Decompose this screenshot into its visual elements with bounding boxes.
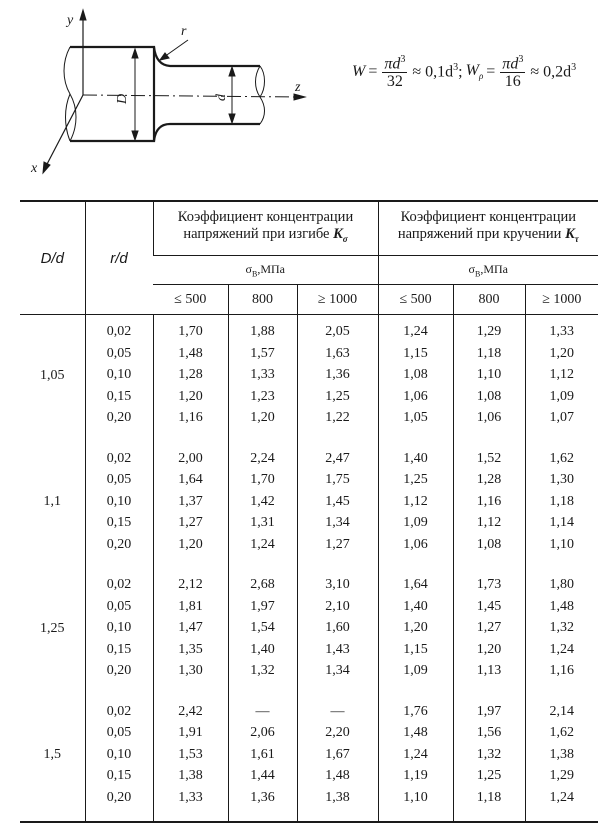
section-modulus-formula (352, 52, 600, 102)
r-d-value: 0,20 (106, 410, 132, 425)
coefficient-value: 1,06 (476, 410, 502, 425)
coefficient-value: 1,16 (549, 663, 575, 678)
coefficient-value: 1,28 (178, 367, 203, 382)
formula-equals-2: = (486, 62, 496, 80)
coefficient-value: 1,43 (325, 641, 350, 657)
exponent: 3 (400, 54, 406, 65)
coefficient-value: 2,10 (325, 598, 350, 614)
coefficient-value: 1,64 (403, 577, 428, 592)
coefficient-value: 2,06 (250, 725, 275, 740)
approx-1 (412, 62, 462, 81)
coefficient-value: 1,24 (403, 746, 428, 762)
coefficient-value: 3,10 (325, 577, 350, 592)
K-subscript: τ (574, 233, 579, 244)
table-body (20, 315, 598, 823)
coefficient-value: 2,05 (325, 324, 350, 339)
coefficient-value: 1,37 (178, 493, 203, 509)
table-row-group (20, 315, 598, 442)
r-d-value: 0,10 (106, 493, 132, 509)
r-d-value: 0,20 (106, 663, 132, 678)
coefficient-value: 2,12 (178, 577, 203, 592)
coefficient-value: 1,81 (178, 598, 203, 614)
coefficient-value: 1,32 (549, 620, 575, 635)
x-axis-label: x (31, 161, 38, 176)
coefficient-value: 1,73 (476, 577, 502, 592)
coefficient-value: 1,25 (403, 472, 428, 487)
cell-coefficient-column (525, 695, 598, 823)
fraction-2-numerator: πd (502, 55, 519, 73)
D-label: D (115, 93, 130, 104)
exponent: 3 (453, 62, 459, 73)
coefficient-value: 2,42 (178, 703, 203, 719)
exponent: 3 (518, 54, 524, 65)
coefficient-value: 1,44 (250, 768, 275, 783)
cell-r-d (85, 695, 153, 823)
separator: ; (458, 63, 463, 81)
coefficient-value: 1,16 (178, 410, 203, 425)
cell-D-d: 1,05 (40, 367, 65, 383)
coefficient-value: 1,62 (549, 450, 575, 466)
z-axis-label: z (295, 80, 301, 95)
header-limit: ≥ 1000 (297, 285, 378, 315)
header-torsion (378, 201, 598, 256)
cell-r-d (85, 315, 153, 442)
coefficient-value: 1,70 (250, 472, 275, 487)
coefficient-value: 1,25 (476, 768, 502, 783)
header-sigma-bending (153, 256, 378, 285)
header-limit: 800 (228, 285, 297, 315)
coefficient-value: 1,76 (403, 703, 428, 719)
coefficient-value: 1,53 (178, 746, 203, 762)
header-D-d: D/d (20, 201, 85, 315)
coefficient-value: 1,08 (403, 367, 428, 382)
coefficient-value: 1,27 (178, 515, 203, 530)
fraction-1-denominator: 32 (386, 73, 403, 91)
header-sigma-torsion (378, 256, 598, 285)
r-d-value: 0,15 (106, 641, 132, 657)
cell-coefficient-column (297, 442, 378, 569)
coefficient-value: 1,25 (325, 388, 350, 404)
coefficient-value: 1,35 (178, 641, 203, 657)
approx-2-text: ≈ 0,2d (530, 63, 572, 81)
fraction-1-numerator: πd (384, 55, 401, 73)
header-limit: ≤ 500 (153, 285, 228, 315)
formula-equals: = (368, 62, 378, 80)
cell-coefficient-column (453, 568, 525, 695)
coefficient-value: 1,38 (549, 746, 575, 762)
r-d-value: 0,15 (106, 768, 132, 783)
r-d-value: 0,05 (106, 345, 132, 361)
r-d-value: 0,15 (106, 388, 132, 404)
cell-coefficient-column (228, 315, 297, 442)
approx-2 (530, 62, 576, 81)
formula-W: W (352, 62, 366, 80)
coefficient-value: 1,29 (476, 324, 502, 339)
table-row-group (20, 442, 598, 569)
coefficient-value: 1,09 (403, 515, 428, 530)
coefficient-value: 1,20 (476, 641, 502, 657)
cell-coefficient-column (153, 695, 228, 823)
small-break-line (256, 66, 265, 124)
cell-coefficient-column (153, 568, 228, 695)
coefficient-value: 2,24 (250, 450, 275, 466)
coefficient-value: 1,97 (476, 703, 502, 719)
coefficient-value: 1,29 (549, 768, 575, 783)
coefficient-value: 1,22 (325, 410, 350, 425)
coefficient-value: 1,24 (549, 641, 575, 657)
coefficient-value: 1,31 (250, 515, 275, 530)
formula-Wp (466, 62, 484, 81)
header-limit: ≤ 500 (378, 285, 453, 315)
small-cylinder-bottom (154, 124, 260, 141)
cell-coefficient-column (228, 568, 297, 695)
coefficient-value: 1,09 (549, 388, 575, 404)
r-label: r (181, 24, 187, 39)
coefficient-value: 1,15 (403, 345, 428, 361)
coefficient-value: 1,18 (476, 789, 502, 805)
r-d-value: 0,02 (106, 324, 132, 339)
coefficient-value: 1,47 (178, 620, 203, 635)
coefficient-value: 1,12 (403, 493, 428, 509)
cell-coefficient-column (297, 315, 378, 442)
coefficient-value: 2,47 (325, 450, 350, 466)
coefficient-value: 1,27 (325, 536, 350, 552)
cell-coefficient-column (297, 695, 378, 823)
stepped-shaft-diagram (0, 0, 330, 190)
coefficient-value: 1,61 (250, 746, 275, 762)
coefficient-value: 1,10 (476, 367, 502, 382)
coefficient-value: 1,24 (250, 536, 275, 552)
header-bending-line1: Коэффициент концентрации (177, 209, 354, 226)
fraction-2-denominator: 16 (504, 73, 521, 91)
cell-coefficient-column (228, 442, 297, 569)
coefficient-value: 1,30 (178, 663, 203, 678)
coefficient-value: 1,10 (549, 536, 575, 552)
K-subscript: σ (342, 233, 348, 244)
cell-coefficient-column (525, 442, 598, 569)
cell-D-d: 1,25 (40, 620, 65, 636)
cell-coefficient-column (525, 315, 598, 442)
cell-D-d: 1,5 (20, 695, 85, 823)
header-torsion-line2: напряжений при кручении (397, 226, 562, 243)
coefficient-value: 1,57 (250, 345, 275, 361)
coefficient-value: 1,32 (250, 663, 275, 678)
coefficient-value: 1,12 (476, 515, 502, 530)
coefficient-value: 1,56 (476, 725, 502, 740)
coefficient-value: 1,34 (325, 663, 350, 678)
coefficient-value: 1,12 (549, 367, 575, 382)
formula-Wp-subscript: ρ (478, 71, 484, 82)
coefficient-value: 1,52 (476, 450, 502, 466)
cell-r-d (85, 442, 153, 569)
cell-coefficient-column (153, 442, 228, 569)
r-d-value: 0,02 (106, 450, 132, 466)
stress-concentration-table (20, 200, 598, 823)
header-torsion-symbol (565, 226, 579, 242)
r-d-value: 0,05 (106, 725, 132, 740)
cell-coefficient-column (378, 442, 453, 569)
coefficient-value: 1,28 (476, 472, 502, 487)
coefficient-value: 1,60 (325, 620, 350, 635)
coefficient-value: 1,15 (403, 641, 428, 657)
coefficient-value: 1,91 (178, 725, 203, 740)
coefficient-value: 2,20 (325, 725, 350, 740)
coefficient-value: 1,20 (403, 620, 428, 635)
coefficient-value: 1,18 (476, 345, 502, 361)
coefficient-value: 1,45 (476, 598, 502, 614)
sigma-symbol: σ (468, 261, 475, 276)
r-leader-line (164, 40, 188, 57)
coefficient-value: 1,67 (325, 746, 350, 762)
coefficient-value: 1,27 (476, 620, 502, 635)
coefficient-value: 1,48 (325, 768, 350, 783)
coefficient-value: 1,20 (549, 345, 575, 361)
coefficient-value: 1,24 (403, 324, 428, 339)
header-torsion-line1: Коэффициент концентрации (400, 209, 576, 226)
coefficient-value: 1,14 (549, 515, 575, 530)
d-label: d (214, 94, 229, 101)
coefficient-value: 1,19 (403, 768, 428, 783)
fraction-2 (500, 52, 525, 91)
coefficient-value: 1,33 (549, 324, 575, 339)
r-d-value: 0,10 (106, 620, 132, 635)
coefficient-value: 1,48 (549, 598, 575, 614)
coefficient-value: 1,20 (250, 410, 275, 425)
table-row-group (20, 568, 598, 695)
coefficient-value: 1,40 (403, 598, 428, 614)
r-d-value: 0,05 (106, 598, 132, 614)
r-d-value: 0,20 (106, 536, 132, 552)
coefficient-value: 2,00 (178, 450, 203, 466)
coefficient-value: 1,62 (549, 725, 575, 740)
y-axis-label: y (67, 13, 74, 28)
r-d-value: 0,05 (106, 472, 132, 487)
coefficient-value: 1,33 (178, 789, 203, 805)
coefficient-value: 1,70 (178, 324, 203, 339)
r-d-value: 0,10 (106, 746, 132, 762)
coefficient-value: 1,07 (549, 410, 575, 425)
cell-coefficient-column (228, 695, 297, 823)
coefficient-value: 1,06 (403, 388, 428, 404)
coefficient-value: 1,34 (325, 515, 350, 530)
cell-coefficient-column (453, 442, 525, 569)
approx-1-text: ≈ 0,1d (412, 63, 454, 81)
cell-coefficient-column (453, 315, 525, 442)
coefficient-value: 1,13 (476, 663, 502, 678)
coefficient-value: 1,24 (549, 789, 575, 805)
coefficient-value: — (255, 703, 270, 719)
sigma-subscript: В (475, 269, 481, 279)
exponent: 3 (571, 62, 577, 73)
header-limit: ≥ 1000 (525, 285, 598, 315)
coefficient-value: — (330, 703, 345, 719)
cell-r-d (85, 568, 153, 695)
coefficient-value: 1,32 (476, 746, 502, 762)
coefficient-value: 1,48 (178, 345, 203, 361)
cell-coefficient-column (378, 568, 453, 695)
coefficient-value: 1,20 (178, 536, 203, 552)
coefficient-value: 1,63 (325, 345, 350, 361)
coefficient-value: 1,38 (178, 768, 203, 783)
sigma-unit: ,МПа (257, 261, 285, 276)
coefficient-value: 1,88 (250, 324, 275, 339)
fraction-1 (382, 52, 407, 91)
header-r-d: r/d (85, 201, 153, 315)
cell-coefficient-column (453, 695, 525, 823)
header-bending-line2: напряжений при изгибе (183, 226, 330, 243)
coefficient-value: 1,80 (549, 577, 575, 592)
cell-coefficient-column (153, 315, 228, 442)
coefficient-value: 1,23 (250, 388, 275, 404)
K-symbol: K (333, 226, 343, 243)
coefficient-value: 2,14 (549, 703, 575, 719)
small-cylinder-top (154, 47, 260, 66)
coefficient-value: 1,45 (325, 493, 350, 509)
cell-coefficient-column (378, 315, 453, 442)
r-d-value: 0,20 (106, 789, 132, 805)
sigma-subscript: В (251, 269, 258, 279)
coefficient-value: 1,40 (250, 641, 275, 657)
cell-coefficient-column (378, 695, 453, 823)
coefficient-value: 1,42 (250, 493, 275, 509)
coefficient-value: 1,05 (403, 410, 428, 425)
coefficient-value: 1,97 (250, 598, 275, 614)
header-limit: 800 (453, 285, 525, 315)
coefficient-value: 1,08 (476, 388, 502, 404)
formula-Wp-letter: W (465, 62, 479, 80)
r-d-value: 0,02 (106, 577, 132, 592)
coefficient-value: 1,64 (178, 472, 203, 487)
coefficient-value: 1,18 (549, 493, 575, 509)
coefficient-value: 1,54 (250, 620, 275, 635)
coefficient-value: 1,38 (325, 789, 350, 805)
x-axis-arrow (43, 162, 50, 173)
y-axis-arrow (80, 10, 86, 20)
sigma-unit: ,МПа (480, 261, 509, 276)
cell-coefficient-column (297, 568, 378, 695)
coefficient-value: 1,10 (403, 789, 428, 805)
coefficient-value: 2,68 (250, 577, 275, 592)
r-d-value: 0,02 (106, 703, 132, 719)
x-axis (45, 95, 83, 168)
K-symbol: K (565, 226, 575, 243)
coefficient-value: 1,16 (476, 493, 502, 509)
coefficient-value: 1,08 (476, 536, 502, 552)
cell-D-d: 1,1 (43, 494, 61, 509)
coefficient-value: 1,36 (325, 367, 350, 382)
coefficient-value: 1,06 (403, 536, 428, 552)
coefficient-value: 1,20 (178, 388, 203, 404)
header-bending (153, 201, 378, 256)
coefficient-value: 1,36 (250, 789, 275, 805)
table-row-group (20, 695, 598, 823)
header-bending-symbol (333, 226, 348, 242)
sigma-symbol: σ (245, 261, 252, 276)
r-d-value: 0,15 (106, 515, 132, 530)
coefficient-value: 1,75 (325, 472, 350, 487)
coefficient-value: 1,48 (403, 725, 428, 740)
cell-coefficient-column (525, 568, 598, 695)
coefficient-value: 1,40 (403, 450, 428, 466)
coefficient-value: 1,30 (549, 472, 575, 487)
coefficient-value: 1,33 (250, 367, 275, 382)
r-d-value: 0,10 (106, 367, 132, 382)
coefficient-value: 1,09 (403, 663, 428, 678)
